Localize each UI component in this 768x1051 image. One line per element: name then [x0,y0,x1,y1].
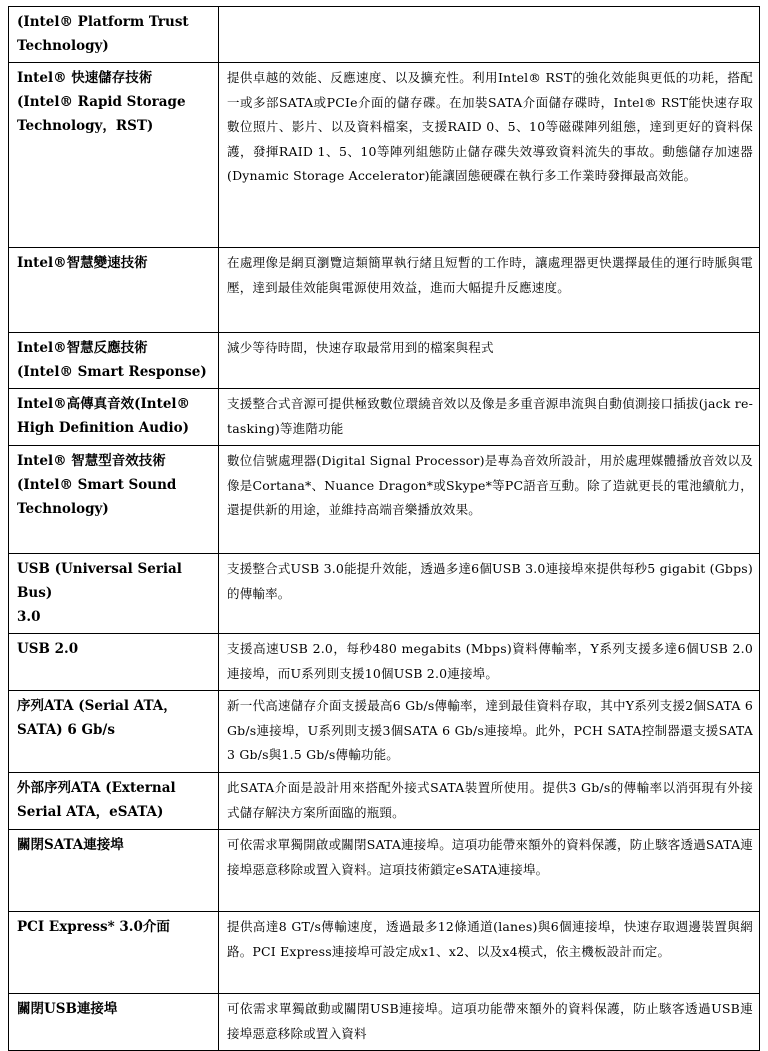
table-row [9,634,760,691]
feature-name-cell [9,7,219,63]
feature-name-cell [9,248,219,333]
table-row [9,830,760,912]
feature-description: 提供卓越的效能、反應速度、以及擴充性。利用Intel® RST的強化效能與更低的功耗，搭配一或多部SATA或PCIe介面的儲存碟。在加裝SATA介面儲存碟時，Intel® RST能快速存取數位照片、影片、以及資料檔案，支援RAID 0、5、10等磁碟陣列組態，達到更好的資料保護，發揮RAID 1、5、10等陣列組態防止儲存碟失效導致資料流失的事故。動態儲存加速器(Dynamic Storage Accelerator)能讓固態硬碟在執行多工作業時發揮最高效能。 [227,70,753,183]
feature-name: Intel®高傳真音效(Intel® High Definition Audio) [17,396,191,436]
feature-description-cell [219,248,760,333]
feature-name: 外部序列ATA (External Serial ATA，eSATA) [17,780,176,820]
feature-description: 可依需求單獨開啟或關閉SATA連接埠。這項功能帶來額外的資料保護，防止駭客透過SATA連接埠惡意移除或置入資料。這項技術鎖定eSATA連接埠。 [227,837,753,877]
feature-name-cell [9,389,219,446]
feature-name: Intel® 快速儲存技術 (Intel® Rapid Storage Technology，RST) [17,70,186,134]
table-row [9,7,760,63]
feature-name-cell [9,830,219,912]
table-row [9,554,760,634]
feature-description-cell [219,773,760,830]
feature-name: Intel®智慧反應技術 (Intel® Smart Response) [17,340,207,380]
table-row [9,389,760,446]
table-row [9,446,760,554]
feature-name-cell [9,773,219,830]
feature-name-cell [9,994,219,1051]
table-row [9,912,760,994]
table-row [9,773,760,830]
feature-description: 此SATA介面是設計用來搭配外接式SATA裝置所使用。提供3 Gb/s的傳輸率以消弭現有外接式儲存解決方案所面臨的瓶頸。 [227,780,753,820]
feature-name: 關閉SATA連接埠 [17,837,124,853]
feature-description-cell [219,63,760,248]
feature-description: 新一代高速儲存介面支援最高6 Gb/s傳輸率，達到最佳資料存取，其中Y系列支援2個SATA 6 Gb/s連接埠，U系列則支援3個SATA 6 Gb/s連接埠。此外，PCH SATA控制器還支援SATA 3 Gb/s與1.5 Gb/s傳輸功能。 [227,698,753,762]
table-row [9,63,760,248]
feature-name: 序列ATA (Serial ATA， SATA) 6 Gb/s [17,698,177,738]
feature-description: 數位信號處理器(Digital Signal Processor)是專為音效所設計，用於處理媒體播放音效以及像是Cortana*、Nuance Dragon*或Skype*等PC語音互動。除了造就更長的電池續航力，還提供新的用途，並維持高端音樂播放效果。 [227,453,753,517]
feature-name: (Intel® Platform Trust Technology) [17,14,189,54]
feature-description: 可依需求單獨啟動或關閉USB連接埠。這項功能帶來額外的資料保護，防止駭客透過USB連接埠惡意移除或置入資料 [227,1001,753,1041]
feature-name-cell [9,912,219,994]
feature-name: USB 2.0 [17,641,79,657]
feature-description: 提供高達8 GT/s傳輸速度，透過最多12條通道(lanes)與6個連接埠，快速存取週邊裝置與網路。PCI Express連接埠可設定成x1、x2、以及x4模式，依主機板設計而定。 [227,919,753,959]
feature-name-cell [9,446,219,554]
table-row [9,691,760,773]
feature-description: 支援整合式音源可提供極致數位環繞音效以及像是多重音源串流與自動偵測接口插拔(jack re-tasking)等進階功能 [227,396,753,436]
feature-table [8,6,760,1051]
feature-description-cell [219,446,760,554]
feature-name: PCI Express* 3.0介面 [17,919,170,935]
feature-name: USB (Universal Serial Bus) 3.0 [17,561,182,625]
feature-description-cell [219,994,760,1051]
feature-description-cell [219,554,760,634]
table-row [9,994,760,1051]
feature-name-cell [9,634,219,691]
feature-description: 減少等待時間，快速存取最常用到的檔案與程式 [227,340,494,355]
feature-description-cell [219,7,760,63]
feature-description-cell [219,634,760,691]
feature-name: Intel® 智慧型音效技術 (Intel® Smart Sound Technology) [17,453,177,517]
feature-description: 支援整合式USB 3.0能提升效能，透過多達6個USB 3.0連接埠來提供每秒5 gigabit (Gbps)的傳輸率。 [227,561,753,601]
feature-description-cell [219,691,760,773]
feature-name-cell [9,691,219,773]
feature-description: 在處理像是網頁瀏覽這類簡單執行緒且短暫的工作時，讓處理器更快選擇最佳的運行時脈與電壓，達到最佳效能與電源使用效益，進而大幅提升反應速度。 [227,255,753,295]
feature-name-cell [9,333,219,389]
feature-name: 關閉USB連接埠 [17,1001,118,1017]
feature-description: 支援高速USB 2.0，每秒480 megabits (Mbps)資料傳輸率，Y系列支援多達6個USB 2.0連接埠，而U系列則支援10個USB 2.0連接埠。 [227,641,753,681]
feature-name-cell [9,554,219,634]
feature-description-cell [219,830,760,912]
feature-description-cell [219,333,760,389]
feature-description-cell [219,912,760,994]
table-row [9,333,760,389]
feature-description-cell [219,389,760,446]
table-row [9,248,760,333]
feature-name: Intel®智慧變速技術 [17,255,148,271]
feature-name-cell [9,63,219,248]
